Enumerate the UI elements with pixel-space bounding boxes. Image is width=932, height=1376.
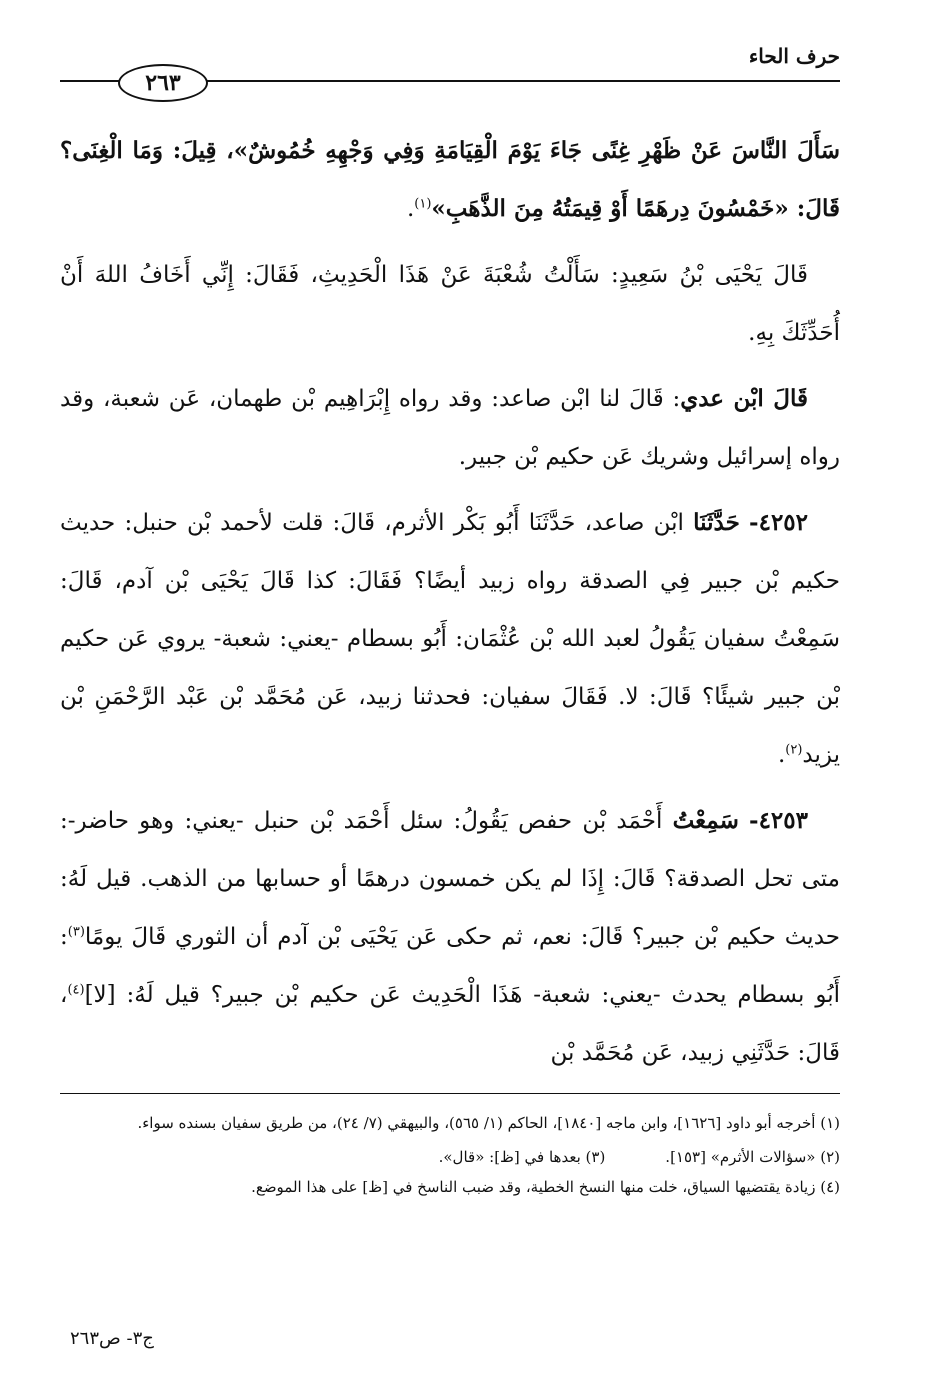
paragraph-4252: ٤٢٥٢- حَدَّثَنَا ابْن صاعد، حَدَّثَنَا أَبُو بَكْر الأثرم، قَالَ: قلت لأحمد بْن حنبل: حديث حكيم بْن جبير فِي الصدقة رواه زبيد أيضًا؟ فَقَالَ: كذا قَالَ يَحْيَى بْن آدم، قَالَ: سَمِعْتُ سفيان يَقُولُ لعبد الله بْن عُثْمَان: أَبُو بسطام -يعني: شعبة- يروي عَن حكيم بْن جبير شيئًا؟ قَالَ: لا. فَقَالَ سفيان: فحدثنا زبيد، عَن مُحَمَّد بْن عَبْد الرَّحْمَنِ بْن يزيد$^{(٢)}$. [60, 509, 840, 768]
paragraph-3-lead: قَالَ ابْن عدي [680, 385, 809, 412]
footnote-2: (٢) «سؤالات الأثرم» [١٥٣]. [665, 1148, 840, 1166]
paragraph-4253-lead: سَمِعْتُ [672, 807, 739, 834]
hadith-number-4253: ٤٢٥٣- [749, 807, 808, 834]
paragraph-3: قَالَ ابْن عدي: قَالَ لنا ابْن صاعد: وقد رواه إِبْرَاهِيم بْن طهمان، عَن شعبة، وقد رواه إسرائيل وشريك عَن حكيم بْن جبير. [60, 385, 840, 470]
hadith-text-bold: سَأَلَ النَّاسَ عَنْ ظَهْرِ غِنًى جَاءَ يَوْمَ الْقِيَامَةِ وَفِي وَجْهِهِ خُمُوشٌ»، قِيلَ: وَمَا الْغِنَى؟ قَالَ: «خَمْسُونَ دِرهَمًا أَوْ قِيمَتُهُ مِنَ الذَّهَبِ» [60, 137, 840, 222]
footnote-ref-3: (٣) [67, 924, 85, 940]
paragraph-2: قَالَ يَحْيَى بْنُ سَعِيدٍ: سَأَلْتُ شُعْبَةَ عَنْ هَذَا الْحَدِيثِ، فَقَالَ: إِنِّي أَخَافُ اللهَ أَنْ أُحَدِّثَكَ بِهِ. [60, 262, 840, 346]
paragraph-4253: ٤٢٥٣- سَمِعْتُ أَحْمَد بْن حفص يَقُولُ: سئل أَحْمَد بْن حنبل -يعني: وهو حاضر-: متى تحل الصدقة؟ قَالَ: إِذَا لم يكن خمسون درهمًا أو حسابها من الذهب. قيل لَهُ: حديث حكيم بْن جبير؟ قَالَ: نعم، ثم حكى عَن يَحْيَى بْن آدم أن الثوري قَالَ يومًا$^{(٣)}$: أَبُو بسطام يحدث -يعني: شعبة- هَذَا الْحَدِيث عَن حكيم بْن جبير؟ قيل لَهُ: [لا]$^{(٤)}$، قَالَ: حَدَّثَنِي زبيد، عَن مُحَمَّد بْن [60, 807, 840, 1066]
page-number-badge [118, 64, 208, 102]
hadith-number-4252: ٤٢٥٢- [749, 509, 809, 536]
main-text [60, 122, 840, 1090]
paragraph-4252-lead: حَدَّثَنَا [693, 509, 740, 536]
footnote-row-2-3 [60, 1142, 840, 1172]
volume-page-reference: ج٣- ص٢٦٣ [70, 1328, 154, 1349]
footnote-ref-4: (٤) [67, 982, 85, 998]
footnote-1: (١) أخرجه أبو داود [١٦٢٦]، وابن ماجه [١٨٤٠]، الحاكم (١/ ٥٦٥)، والبيهقي (٧/ ٢٤)، من طريق سفيان بسنده سواء. [137, 1114, 840, 1132]
footnote-separator [60, 1093, 840, 1094]
footnote-3: (٣) بعدها في [ظ]: «قال». [438, 1148, 606, 1166]
page-number: ٢٦٣ [145, 70, 181, 96]
footnote-ref-2: (٢) [785, 742, 803, 758]
footnotes [60, 1108, 840, 1206]
footnote-4: (٤) زيادة يقتضيها السياق، خلت منها النسخ الخطية، وقد ضبب الناسخ في [ظ] على هذا الموضع. [251, 1178, 840, 1196]
chapter-title: حرف الحاء [748, 44, 840, 68]
footnote-ref-1: (١) [414, 196, 432, 212]
paragraph-1: سَأَلَ النَّاسَ عَنْ ظَهْرِ غِنًى جَاءَ يَوْمَ الْقِيَامَةِ وَفِي وَجْهِهِ خُمُوشٌ»، قِيلَ: وَمَا الْغِنَى؟ قَالَ: «خَمْسُونَ دِرهَمًا أَوْ قِيمَتُهُ مِنَ الذَّهَبِ»$^{(١)}$. [60, 137, 840, 222]
